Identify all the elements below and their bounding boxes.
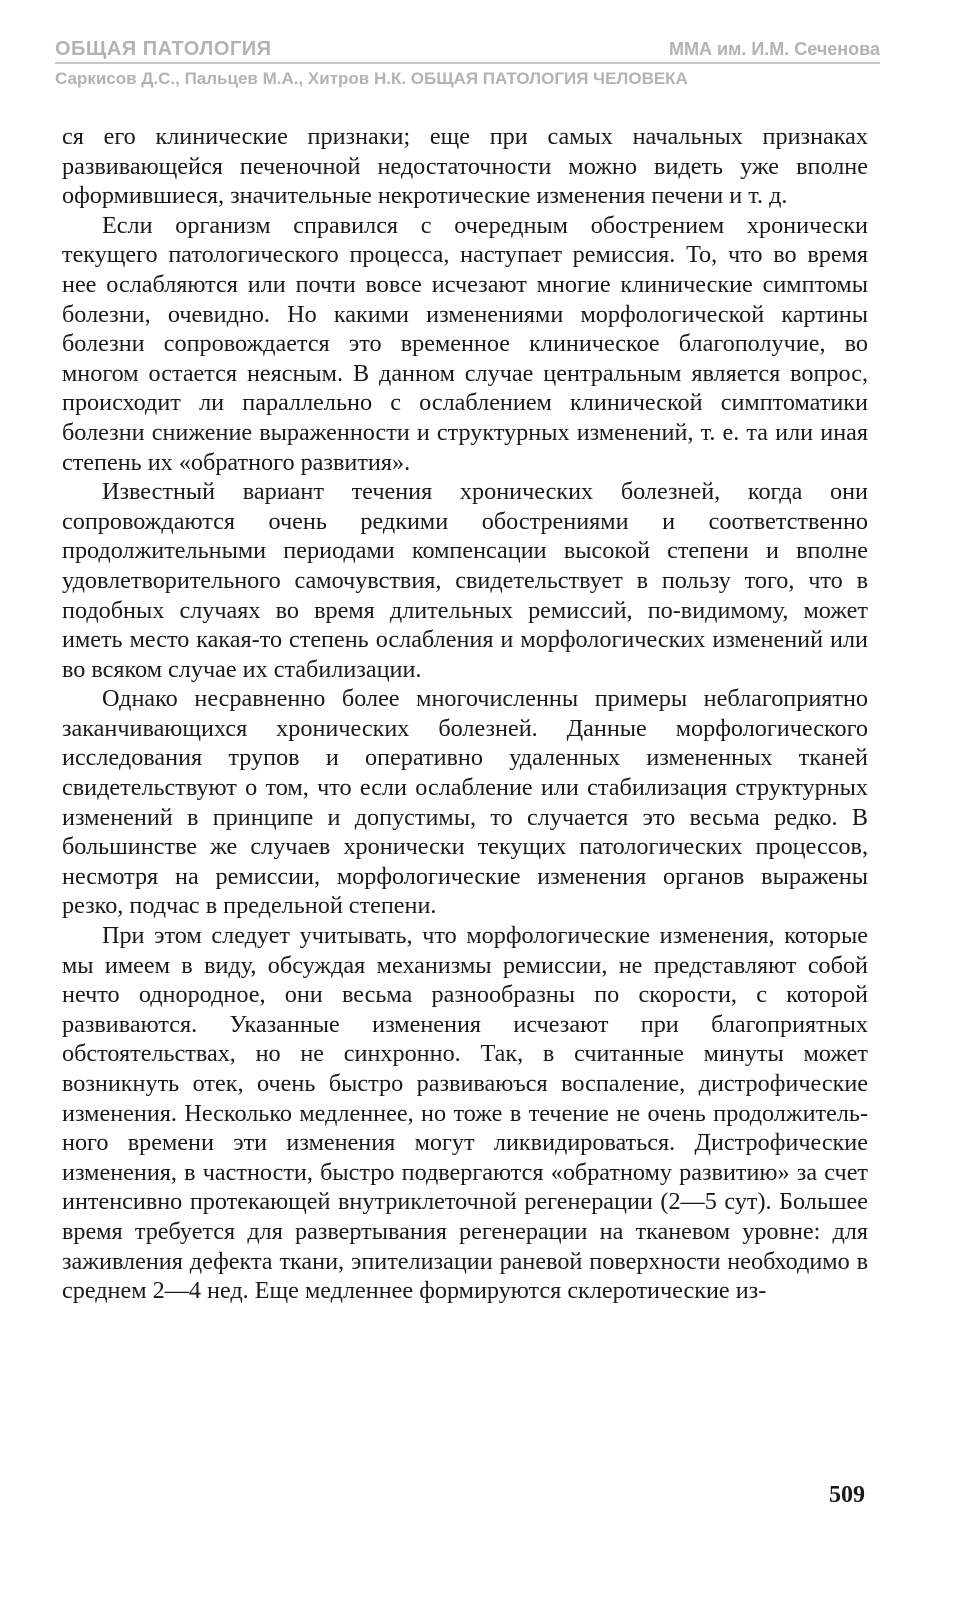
header-title: ОБЩАЯ ПАТОЛОГИЯ [55,38,272,60]
header-institution: ММА им. И.М. Сеченова [668,39,880,59]
header-subtitle: Саркисов Д.С., Пальцев М.А., Хитров Н.К. ОБЩАЯ ПАТОЛОГИЯ ЧЕЛОВЕКА [55,69,688,88]
body-text [62,122,868,1306]
page-number: 509 [829,1482,865,1508]
paragraph: Однако несравненно более многочисленны примеры неблагоприятно заканчивающихся хронических болезней. Данные морфологического исследования трупов и оперативно удаленных измененных тканей свидетельствуют о том, что если ослабление или стабилизация структурных изменений в принципе и допустимы, то случается это весьма редко. В большинстве же случаев хронически текущих патологических процессов, несмотря на ремиссии, морфологические изменения органов выражены резко, подчас в предельной степени. [62,685,868,920]
paragraph: ся его клинические признаки; еще при самых начальных признаках развивающейся печеночной недостаточности можно видеть уже вполне оформившиеся, значительные некротические изменения печени и т. д. [62,123,868,210]
paragraph: Известный вариант течения хронических болезней, когда они сопровождаются очень редкими обострениями и соответственно продолжительными периодами компенсации высокой степени и вполне удовлетворительного самочувствия, свидетельствует в пользу того, что в подобных случаях во время длительных ремиссий, по-видимому, может иметь место какая-то степень ослабления и морфологических изменений или во всяком случае их стабилизации. [62,478,868,683]
running-header [55,36,880,64]
paragraph: При этом следует учитывать, что морфологические изменения, которые мы имеем в виду, обсуждая механизмы ремиссии, не представляют собой нечто однородное, они весьма разнообразны по скорости, с которой развиваются. Указанные изменения исчезают при благоприятных обстоятельствах, но не синхронно. Так, в считанные минуты может возникнуть отек, очень быстро развиваюъся воспаление, дистрофические изменения. Несколько медленнее, но тоже в течение не очень продолжительного времени эти изменения могут ликвидироваться. Дистрофические изменения, в частности, быстро подвергаются «обратному развитию» за счет интенсивно протекающей внутриклеточной регенерации (2—5 сут). Большее время требуется для развертывания регенерации на тканевом уровне: для заживления дефекта ткани, эпителизации раневой поверхности необходимо в среднем 2—4 нед. Еще медленнее формируются склеротические из- [62,922,868,1305]
paragraph: Если организм справился с очередным обострением хронически текущего патологического процесса, наступает ремиссия. То, что во время нее ослабляются или почти вовсе исчезают многие клинические симптомы болезни, очевидно. Но какими изменениями морфологической картины болезни сопровождается это временное клиническое благополучие, во многом остается неясным. В данном случае центральным является вопрос, происходит ли параллельно с ослаблением клинической симптоматики болезни снижение выраженности и структурных изменений, т. е. та или иная степень их «обратного развития». [62,211,868,476]
